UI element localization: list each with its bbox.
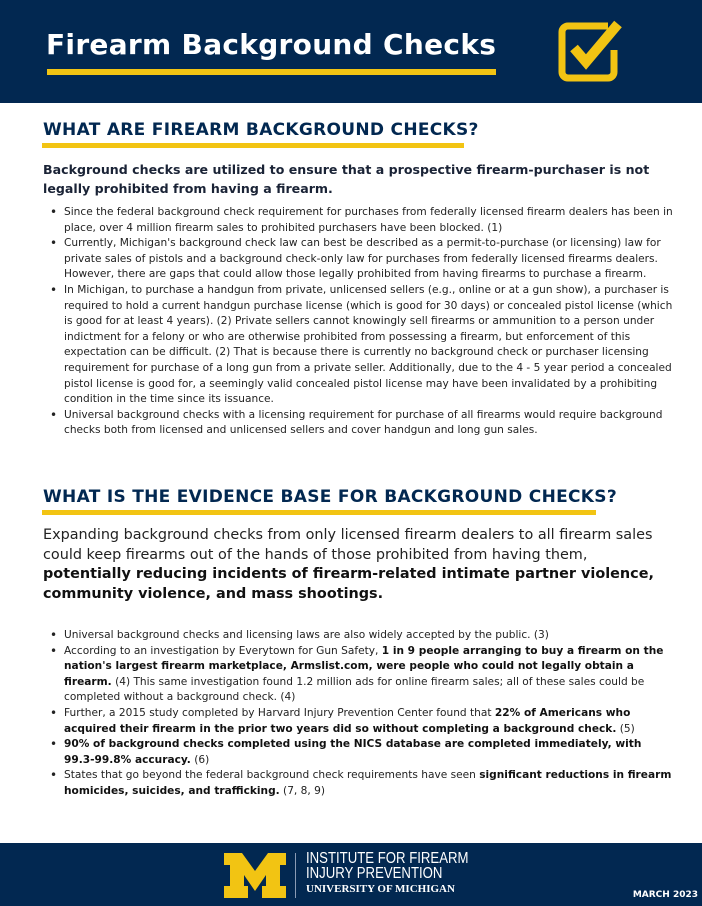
title-underline [47, 69, 496, 75]
university-name: UNIVERSITY OF MICHIGAN [306, 883, 455, 895]
section2-intro [43, 526, 663, 604]
list-item: • According to an investigation by Everytown for Gun Safety, 1 in 9 people arranging to buy a firearm on the nation's largest firearm marketplace, Armslist.com, were people who could not legally obtain a firearm. (4) This same investigation found 1.2 million ads for online firearm sales; all of these sales could be completed without a background check. (4) [45, 644, 675, 706]
list-item: • Universal background checks and licensing laws are also widely accepted by the public. (3) [45, 628, 675, 644]
section1-underline [42, 143, 464, 148]
section2-underline [42, 510, 596, 515]
block-m-logo [224, 853, 286, 898]
list-item: • Since the federal background check requirement for purchases from federally licensed firearm dealers has been in place, over 4 million firearm sales to prohibited purchasers have been blocked. (1) [45, 205, 675, 236]
section2-bullets [45, 628, 675, 800]
intro-emphasis: potentially reducing incidents of firearm-related intimate partner violence, community violence, and mass shootings. [43, 566, 654, 602]
list-item: • 90% of background checks completed using the NICS database are completed immediately, with 99.3-99.8% accuracy. (6) [45, 737, 675, 768]
list-item: • Further, a 2015 study completed by Harvard Injury Prevention Center found that 22% of Americans who acquired their firearm in the prior two years did so without completing a background check. (5) [45, 706, 675, 737]
header-banner [0, 0, 702, 103]
section1-heading: WHAT ARE FIREARM BACKGROUND CHECKS? [43, 120, 479, 140]
list-item: • States that go beyond the federal background check requirements have seen significant reductions in firearm homicides, suicides, and trafficking. (7, 8, 9) [45, 768, 675, 799]
list-item: • Universal background checks with a licensing requirement for purchase of all firearms would require background checks both from licensed and unlicensed sellers and cover handgun and long gun sales. [45, 408, 675, 439]
section1-lead: Background checks are utilized to ensure that a prospective firearm-purchaser is not legally prohibited from having a firearm. [43, 162, 650, 196]
publication-date: MARCH 2023 [632, 890, 698, 900]
list-item: • In Michigan, to purchase a handgun from private, unlicensed sellers (e.g., online or at a gun show), a purchaser is required to hold a current handgun purchase license (which is good for 30 days) or concealed pistol license (which is good for at least 4 years). (2) Private sellers cannot knowingly sell firearms or ammunition to a person under indictment for a felony or who are otherwise prohibited from possessing a firearm, but enforcement of this expectation can be difficult. (2) That is because there is currently no background check or purchaser licensing requirement for purchase of a long gun from a private seller. Additionally, due to the 4 - 5 year period a concealed pistol license is good for, a seemingly valid concealed pistol license may have been invalidated by a prohibiting condition in the time since its issuance. [45, 283, 675, 408]
intro-text: Expanding background checks from only licensed firearm dealers to all firearm sales could keep firearms out of the hands of those prohibited from having them, [43, 527, 653, 563]
section2-heading: WHAT IS THE EVIDENCE BASE FOR BACKGROUND CHECKS? [43, 487, 617, 507]
page-title: Firearm Background Checks [46, 28, 497, 61]
institute-name: INSTITUTE FOR FIREARM INJURY PREVENTION [306, 850, 469, 882]
logo-divider [295, 853, 296, 898]
section1-bullets [45, 205, 675, 439]
list-item: • Currently, Michigan's background check law can best be described as a permit-to-purchase (or licensing) law for private sales of pistols and a background check-only law for purchases from federally licensed firearms dealers. However, there are gaps that could allow those legally prohibited from having firearms to purchase a firearm. [45, 236, 675, 283]
checkbox-icon [556, 18, 626, 82]
